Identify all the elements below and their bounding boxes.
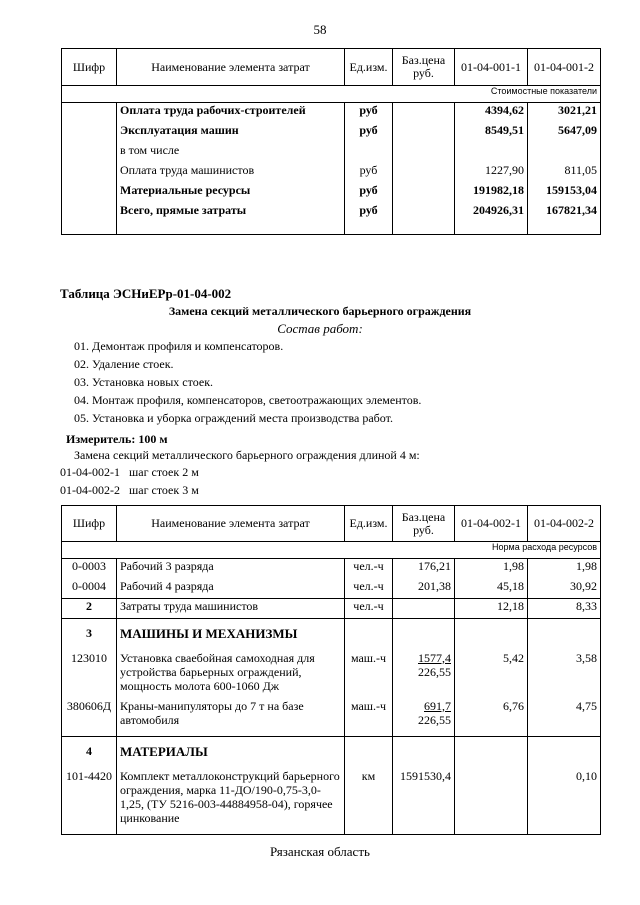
row-value-2: 159153,04	[528, 183, 601, 203]
row-name: Оплата труда машинистов	[117, 163, 345, 183]
header-col2: 01-04-002-2	[528, 506, 601, 542]
price-denominator: 226,55	[418, 664, 451, 679]
row-name: Затраты труда машинистов	[117, 599, 345, 619]
row-unit: руб	[345, 103, 393, 123]
row-price: 176,21	[393, 559, 455, 579]
page-number: 58	[313, 22, 327, 37]
header-base-price: Баз.цена руб.	[393, 49, 455, 86]
header-base-price: Баз.цена руб.	[393, 506, 455, 542]
row-unit: маш.-ч	[345, 649, 393, 699]
row-value-1: 4394,62	[455, 103, 528, 123]
row-value-1: 191982,18	[455, 183, 528, 203]
row-value-1: 12,18	[455, 599, 528, 619]
row-code: 0-0003	[62, 559, 117, 579]
row-name: Рабочий 3 разряда	[117, 559, 345, 579]
row-value-1	[455, 767, 528, 835]
code-desc: шаг стоек 3 м	[129, 483, 199, 497]
header-col1: 01-04-001-1	[455, 49, 528, 86]
row-value-2: 3021,21	[528, 103, 601, 123]
composition-heading: Состав работ:	[277, 321, 363, 336]
row-name: Всего, прямые затраты	[117, 203, 345, 235]
row-code: 101-4420	[62, 767, 117, 835]
table-subtitle: Замена секций металлического барьерного ограждения	[168, 304, 472, 318]
row-name: Материальные ресурсы	[117, 183, 345, 203]
row-value-2: 30,92	[528, 579, 601, 599]
code: 01-04-002-1	[60, 465, 120, 479]
row-unit: руб	[345, 163, 393, 183]
row-code: 380606Д	[62, 699, 117, 737]
row-price: 1591530,4	[393, 767, 455, 835]
row-price	[393, 599, 455, 619]
work-item: 05. Установка и уборка ограждений места производства работ.	[74, 411, 393, 425]
row-name: Эксплуатация машин	[117, 123, 345, 143]
row-name: Краны-манипуляторы до 7 т на базе автомобиля	[117, 699, 345, 737]
price-numerator: 1577,4	[418, 650, 451, 665]
header-code: Шифр	[62, 506, 117, 542]
row-unit: чел.-ч	[345, 599, 393, 619]
code-line-2	[60, 483, 199, 498]
header-name: Наименование элемента затрат	[117, 49, 345, 86]
row-value-2: 5647,09	[528, 123, 601, 143]
work-item: 03. Установка новых стоек.	[74, 375, 214, 389]
table-title: Таблица ЭСНиЕРр-01-04-002	[60, 286, 232, 301]
row-value-2: 8,33	[528, 599, 601, 619]
row-value-1: 8549,51	[455, 123, 528, 143]
row-value-2: 4,75	[528, 699, 601, 737]
row-value-1: 1227,90	[455, 163, 528, 183]
header-unit: Ед.изм.	[345, 506, 393, 542]
header-col1: 01-04-002-1	[455, 506, 528, 542]
row-value-1: 5,42	[455, 649, 528, 699]
row-value-2: 3,58	[528, 649, 601, 699]
row-price	[393, 699, 455, 737]
replacement-text: Замена секций металлического барьерного ограждения длиной 4 м:	[74, 448, 420, 462]
row-value-1: 1,98	[455, 559, 528, 579]
cost-indicators-table	[61, 48, 601, 235]
subheader-norms: Норма расхода ресурсов	[62, 542, 601, 559]
code-desc: шаг стоек 2 м	[129, 465, 199, 479]
row-name: Оплата труда рабочих-строителей	[117, 103, 345, 123]
row-value-2: 167821,34	[528, 203, 601, 235]
row-price	[393, 649, 455, 699]
section-heading: МАШИНЫ И МЕХАНИЗМЫ	[117, 619, 345, 649]
measurer: Измеритель: 100 м	[66, 432, 168, 446]
section-heading: МАТЕРИАЛЫ	[117, 737, 345, 767]
footer-region: Рязанская область	[270, 844, 370, 859]
row-unit: чел.-ч	[345, 559, 393, 579]
row-unit: маш.-ч	[345, 699, 393, 737]
row-unit: чел.-ч	[345, 579, 393, 599]
code-line-1	[60, 465, 199, 480]
header-name: Наименование элемента затрат	[117, 506, 345, 542]
row-code: 4	[62, 737, 117, 767]
row-value-2: 1,98	[528, 559, 601, 579]
work-item: 02. Удаление стоек.	[74, 357, 174, 371]
row-code: 123010	[62, 649, 117, 699]
row-unit: руб	[345, 203, 393, 235]
row-value-1: 204926,31	[455, 203, 528, 235]
row-code: 3	[62, 619, 117, 649]
row-name: Комплект металлоконструкций барьерного ограждения, марка 11-ДО/190-0,75-3,0-1,25, (ТУ 5216-003-44884958-04), горячее цинкование	[117, 767, 345, 835]
row-price: 201,38	[393, 579, 455, 599]
row-value-1: 45,18	[455, 579, 528, 599]
row-name: Рабочий 4 разряда	[117, 579, 345, 599]
row-unit: км	[345, 767, 393, 835]
code: 01-04-002-2	[60, 483, 120, 497]
row-value-2: 0,10	[528, 767, 601, 835]
header-col2: 01-04-001-2	[528, 49, 601, 86]
header-unit: Ед.изм.	[345, 49, 393, 86]
row-name: в том числе	[117, 143, 345, 163]
row-name: Установка сваебойная самоходная для устройства барьерных ограждений, мощность молота 600-1060 Дж	[117, 649, 345, 699]
resource-norms-table	[61, 505, 601, 835]
row-unit: руб	[345, 183, 393, 203]
row-value-1: 6,76	[455, 699, 528, 737]
work-item: 01. Демонтаж профиля и компенсаторов.	[74, 339, 284, 353]
row-code: 0-0004	[62, 579, 117, 599]
header-code: Шифр	[62, 49, 117, 86]
row-code: 2	[62, 599, 117, 619]
row-unit: руб	[345, 123, 393, 143]
row-value-2: 811,05	[528, 163, 601, 183]
work-item: 04. Монтаж профиля, компенсаторов, светоотражающих элементов.	[74, 393, 422, 407]
price-numerator: 691,7	[424, 698, 451, 713]
subheader-cost: Стоимостные показатели	[62, 86, 601, 103]
price-denominator: 226,55	[418, 712, 451, 727]
